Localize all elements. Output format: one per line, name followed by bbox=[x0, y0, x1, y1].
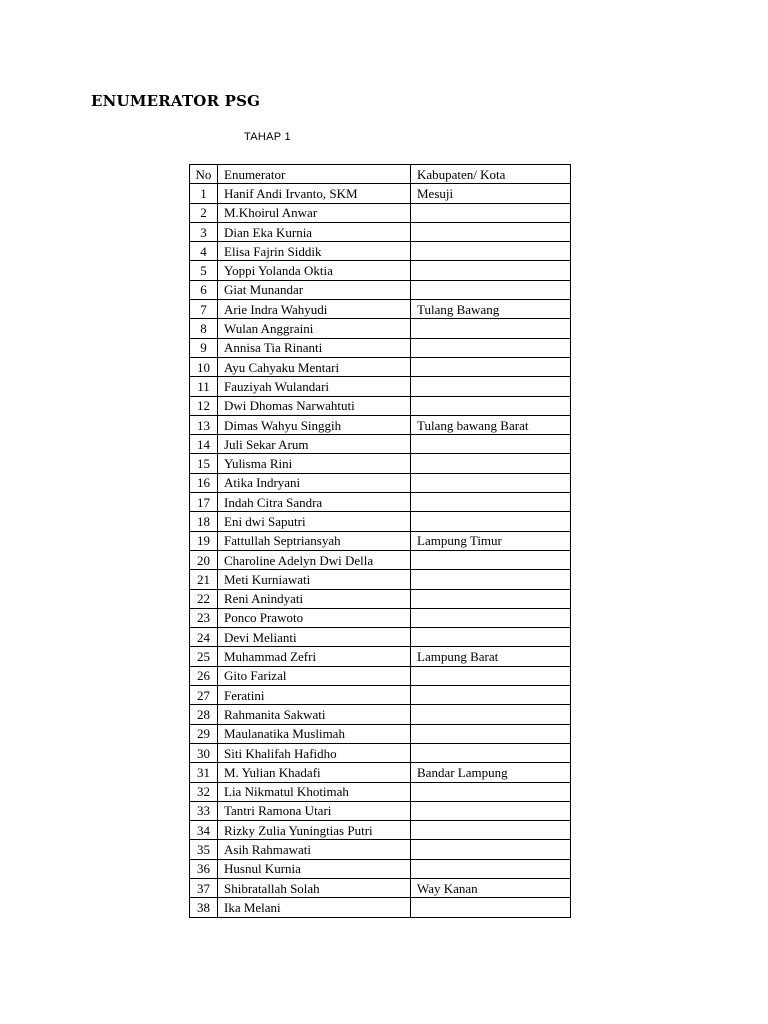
enumerator-name-cell: Reni Anindyati bbox=[218, 589, 411, 608]
enumerator-name-cell: Maulanatika Muslimah bbox=[218, 724, 411, 743]
table-row bbox=[190, 396, 571, 415]
row-number-cell: 12 bbox=[190, 396, 218, 415]
header-no: No bbox=[190, 165, 218, 184]
enumerator-name-cell: Ika Melani bbox=[218, 898, 411, 917]
enumerator-name-cell: Ayu Cahyaku Mentari bbox=[218, 357, 411, 376]
table-row bbox=[190, 280, 571, 299]
kabupaten-cell bbox=[411, 859, 571, 878]
table-row bbox=[190, 782, 571, 801]
kabupaten-cell bbox=[411, 570, 571, 589]
row-number-cell: 9 bbox=[190, 338, 218, 357]
row-number-cell: 14 bbox=[190, 435, 218, 454]
kabupaten-cell: Mesuji bbox=[411, 184, 571, 203]
table-row bbox=[190, 435, 571, 454]
kabupaten-cell bbox=[411, 319, 571, 338]
enumerator-name-cell: Gito Farizal bbox=[218, 666, 411, 685]
enumerator-name-cell: Devi Melianti bbox=[218, 628, 411, 647]
row-number-cell: 37 bbox=[190, 878, 218, 897]
enumerator-name-cell: Meti Kurniawati bbox=[218, 570, 411, 589]
row-number-cell: 32 bbox=[190, 782, 218, 801]
table-row bbox=[190, 531, 571, 550]
enumerator-name-cell: M. Yulian Khadafi bbox=[218, 763, 411, 782]
row-number-cell: 38 bbox=[190, 898, 218, 917]
kabupaten-cell bbox=[411, 724, 571, 743]
enumerator-name-cell: Yulisma Rini bbox=[218, 454, 411, 473]
kabupaten-cell bbox=[411, 589, 571, 608]
kabupaten-cell: Tulang Bawang bbox=[411, 300, 571, 319]
document-title: ENUMERATOR PSG bbox=[91, 92, 261, 110]
row-number-cell: 16 bbox=[190, 473, 218, 492]
table-row bbox=[190, 222, 571, 241]
header-enumerator: Enumerator bbox=[218, 165, 411, 184]
enumerator-name-cell: Ponco Prawoto bbox=[218, 608, 411, 627]
table-row bbox=[190, 319, 571, 338]
row-number-cell: 8 bbox=[190, 319, 218, 338]
kabupaten-cell bbox=[411, 666, 571, 685]
row-number-cell: 22 bbox=[190, 589, 218, 608]
enumerator-name-cell: Siti Khalifah Hafidho bbox=[218, 743, 411, 762]
enumerator-name-cell: Dian Eka Kurnia bbox=[218, 222, 411, 241]
kabupaten-cell bbox=[411, 435, 571, 454]
kabupaten-cell bbox=[411, 608, 571, 627]
table-row bbox=[190, 338, 571, 357]
kabupaten-cell bbox=[411, 801, 571, 820]
kabupaten-cell bbox=[411, 686, 571, 705]
table-row bbox=[190, 377, 571, 396]
kabupaten-cell bbox=[411, 512, 571, 531]
enumerator-name-cell: Yoppi Yolanda Oktia bbox=[218, 261, 411, 280]
kabupaten-cell: Lampung Timur bbox=[411, 531, 571, 550]
enumerator-name-cell: Atika Indryani bbox=[218, 473, 411, 492]
enumerator-name-cell: Fattullah Septriansyah bbox=[218, 531, 411, 550]
enumerator-name-cell: Wulan Anggraini bbox=[218, 319, 411, 338]
row-number-cell: 13 bbox=[190, 415, 218, 434]
row-number-cell: 24 bbox=[190, 628, 218, 647]
enumerator-name-cell: Dwi Dhomas Narwahtuti bbox=[218, 396, 411, 415]
row-number-cell: 30 bbox=[190, 743, 218, 762]
row-number-cell: 33 bbox=[190, 801, 218, 820]
table-row bbox=[190, 628, 571, 647]
row-number-cell: 35 bbox=[190, 840, 218, 859]
row-number-cell: 18 bbox=[190, 512, 218, 531]
row-number-cell: 15 bbox=[190, 454, 218, 473]
table-row bbox=[190, 878, 571, 897]
kabupaten-cell bbox=[411, 357, 571, 376]
kabupaten-cell bbox=[411, 628, 571, 647]
enumerator-name-cell: M.Khoirul Anwar bbox=[218, 203, 411, 222]
row-number-cell: 26 bbox=[190, 666, 218, 685]
enumerator-table bbox=[189, 164, 571, 918]
row-number-cell: 2 bbox=[190, 203, 218, 222]
enumerator-name-cell: Shibratallah Solah bbox=[218, 878, 411, 897]
table-row bbox=[190, 840, 571, 859]
kabupaten-cell bbox=[411, 782, 571, 801]
table-row bbox=[190, 898, 571, 917]
table-row bbox=[190, 415, 571, 434]
document-subtitle: TAHAP 1 bbox=[244, 131, 291, 143]
row-number-cell: 7 bbox=[190, 300, 218, 319]
enumerator-name-cell: Eni dwi Saputri bbox=[218, 512, 411, 531]
enumerator-name-cell: Elisa Fajrin Siddik bbox=[218, 242, 411, 261]
kabupaten-cell bbox=[411, 396, 571, 415]
row-number-cell: 34 bbox=[190, 821, 218, 840]
row-number-cell: 6 bbox=[190, 280, 218, 299]
kabupaten-cell bbox=[411, 338, 571, 357]
enumerator-name-cell: Giat Munandar bbox=[218, 280, 411, 299]
table-row bbox=[190, 724, 571, 743]
table-header-row bbox=[190, 165, 571, 184]
enumerator-name-cell: Juli Sekar Arum bbox=[218, 435, 411, 454]
table-row bbox=[190, 203, 571, 222]
row-number-cell: 21 bbox=[190, 570, 218, 589]
row-number-cell: 20 bbox=[190, 550, 218, 569]
kabupaten-cell bbox=[411, 242, 571, 261]
table-row bbox=[190, 512, 571, 531]
table-row bbox=[190, 473, 571, 492]
table-row bbox=[190, 550, 571, 569]
kabupaten-cell bbox=[411, 473, 571, 492]
row-number-cell: 17 bbox=[190, 493, 218, 512]
enumerator-name-cell: Feratini bbox=[218, 686, 411, 705]
table-row bbox=[190, 705, 571, 724]
table-row bbox=[190, 493, 571, 512]
table-body bbox=[190, 184, 571, 917]
enumerator-name-cell: Dimas Wahyu Singgih bbox=[218, 415, 411, 434]
kabupaten-cell bbox=[411, 705, 571, 724]
row-number-cell: 36 bbox=[190, 859, 218, 878]
kabupaten-cell: Tulang bawang Barat bbox=[411, 415, 571, 434]
table-row bbox=[190, 300, 571, 319]
row-number-cell: 31 bbox=[190, 763, 218, 782]
enumerator-name-cell: Charoline Adelyn Dwi Della bbox=[218, 550, 411, 569]
kabupaten-cell bbox=[411, 222, 571, 241]
kabupaten-cell bbox=[411, 840, 571, 859]
row-number-cell: 29 bbox=[190, 724, 218, 743]
table-row bbox=[190, 801, 571, 820]
table-row bbox=[190, 184, 571, 203]
row-number-cell: 1 bbox=[190, 184, 218, 203]
enumerator-name-cell: Indah Citra Sandra bbox=[218, 493, 411, 512]
enumerator-name-cell: Lia Nikmatul Khotimah bbox=[218, 782, 411, 801]
kabupaten-cell: Way Kanan bbox=[411, 878, 571, 897]
row-number-cell: 19 bbox=[190, 531, 218, 550]
enumerator-name-cell: Fauziyah Wulandari bbox=[218, 377, 411, 396]
enumerator-name-cell: Tantri Ramona Utari bbox=[218, 801, 411, 820]
kabupaten-cell bbox=[411, 743, 571, 762]
kabupaten-cell bbox=[411, 454, 571, 473]
table-row bbox=[190, 647, 571, 666]
enumerator-name-cell: Rizky Zulia Yuningtias Putri bbox=[218, 821, 411, 840]
enumerator-name-cell: Annisa Tia Rinanti bbox=[218, 338, 411, 357]
row-number-cell: 5 bbox=[190, 261, 218, 280]
table-row bbox=[190, 763, 571, 782]
enumerator-name-cell: Husnul Kurnia bbox=[218, 859, 411, 878]
header-kabupaten: Kabupaten/ Kota bbox=[411, 165, 571, 184]
table-row bbox=[190, 821, 571, 840]
kabupaten-cell: Lampung Barat bbox=[411, 647, 571, 666]
kabupaten-cell bbox=[411, 261, 571, 280]
enumerator-name-cell: Rahmanita Sakwati bbox=[218, 705, 411, 724]
table-row bbox=[190, 859, 571, 878]
kabupaten-cell: Bandar Lampung bbox=[411, 763, 571, 782]
row-number-cell: 28 bbox=[190, 705, 218, 724]
kabupaten-cell bbox=[411, 377, 571, 396]
kabupaten-cell bbox=[411, 493, 571, 512]
enumerator-name-cell: Muhammad Zefri bbox=[218, 647, 411, 666]
table-row bbox=[190, 666, 571, 685]
enumerator-name-cell: Arie Indra Wahyudi bbox=[218, 300, 411, 319]
row-number-cell: 3 bbox=[190, 222, 218, 241]
row-number-cell: 10 bbox=[190, 357, 218, 376]
row-number-cell: 4 bbox=[190, 242, 218, 261]
row-number-cell: 25 bbox=[190, 647, 218, 666]
table-row bbox=[190, 242, 571, 261]
kabupaten-cell bbox=[411, 821, 571, 840]
row-number-cell: 11 bbox=[190, 377, 218, 396]
enumerator-name-cell: Asih Rahmawati bbox=[218, 840, 411, 859]
table-row bbox=[190, 743, 571, 762]
row-number-cell: 27 bbox=[190, 686, 218, 705]
table-row bbox=[190, 454, 571, 473]
table-row bbox=[190, 589, 571, 608]
row-number-cell: 23 bbox=[190, 608, 218, 627]
enumerator-name-cell: Hanif Andi Irvanto, SKM bbox=[218, 184, 411, 203]
kabupaten-cell bbox=[411, 898, 571, 917]
table-row bbox=[190, 261, 571, 280]
table-row bbox=[190, 357, 571, 376]
kabupaten-cell bbox=[411, 550, 571, 569]
kabupaten-cell bbox=[411, 203, 571, 222]
table-row bbox=[190, 570, 571, 589]
kabupaten-cell bbox=[411, 280, 571, 299]
table-row bbox=[190, 686, 571, 705]
table-row bbox=[190, 608, 571, 627]
